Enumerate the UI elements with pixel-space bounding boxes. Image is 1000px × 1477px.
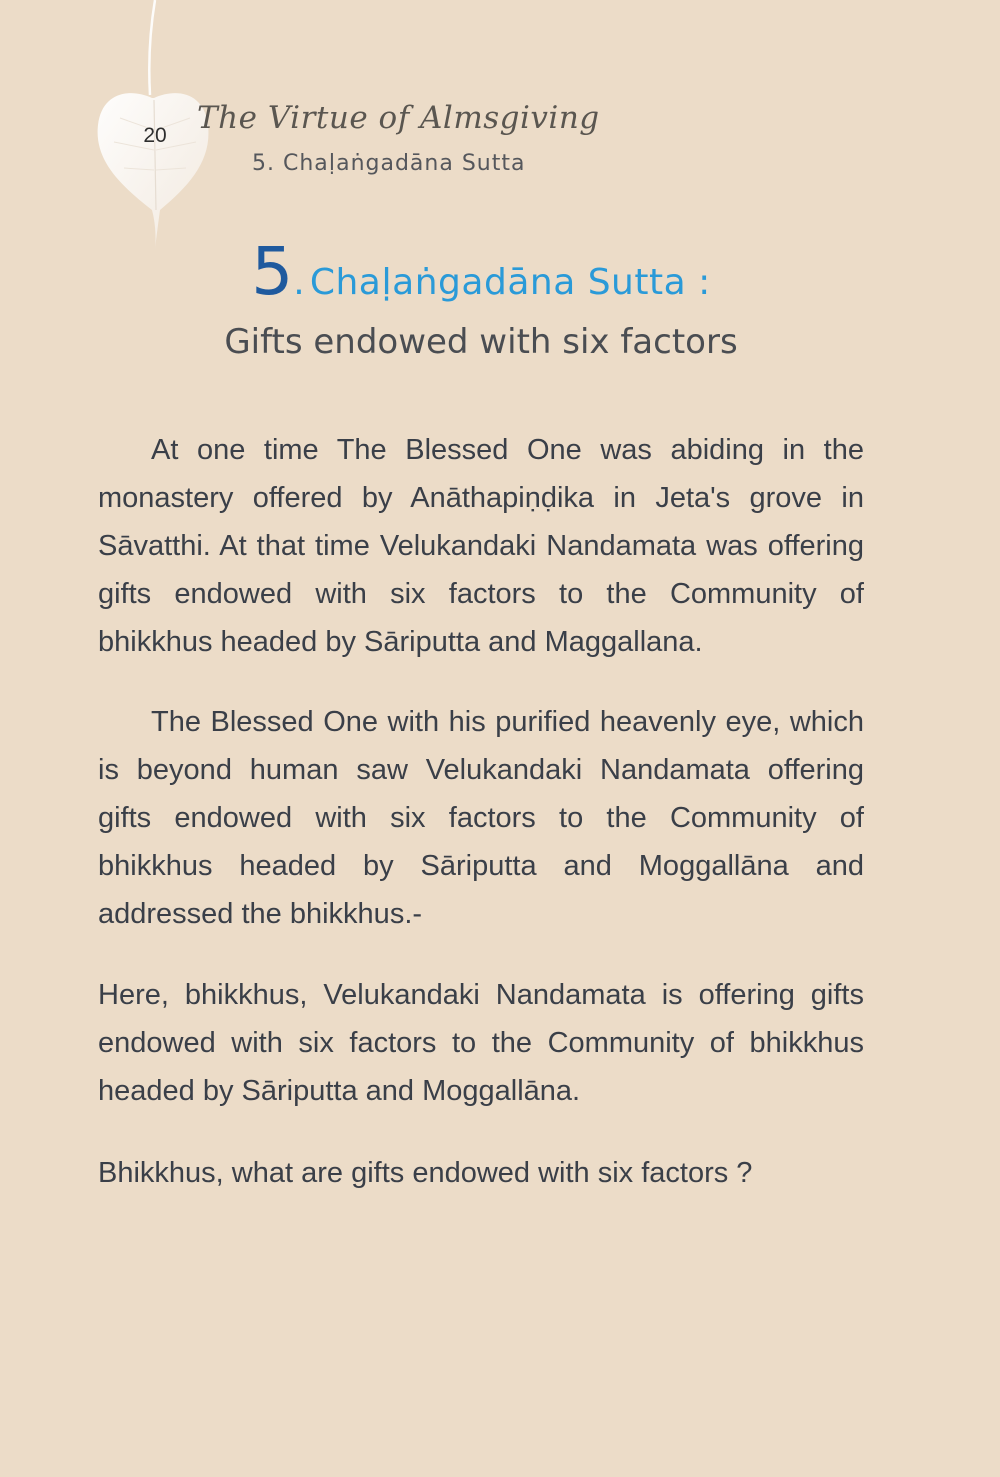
book-title: The Virtue of Almsgiving [197, 100, 600, 136]
paragraph-1: At one time The Blessed One was abiding in the monastery offered by Anāthapiṇḍika in Jeta's grove in Sāvatthi. At that time Velukandaki Nandamata was offering gifts endowed with six factors to the Community of bhikkhus headed by Sāriputta and Maggallana. [98, 434, 864, 658]
chapter-header: 5. Chaḷaṅgadāna Sutta [252, 151, 526, 176]
page-number: 20 [143, 124, 167, 147]
paragraph-4: Bhikkhus, what are gifts endowed with six factors ? [98, 1157, 753, 1189]
chapter-number-separator: . [293, 262, 305, 303]
chapter-name: Chaḷaṅgadāna Sutta : [309, 262, 711, 303]
chapter-heading [0, 233, 962, 310]
paragraph-3: Here, bhikkhus, Velukandaki Nandamata is offering gifts endowed with six factors to the Community of bhikkhus headed by Sāriputta and Moggallāna. [98, 979, 864, 1107]
chapter-subtitle: Gifts endowed with six factors [224, 322, 738, 362]
chapter-number: 5 [251, 233, 294, 310]
paragraph-2: The Blessed One with his purified heavenly eye, which is beyond human saw Velukandaki Nandamata offering gifts endowed with six factors to the Community of bhikkhus headed by Sāriputta and Moggallāna and addressed the bhikkhus.- [98, 706, 864, 930]
